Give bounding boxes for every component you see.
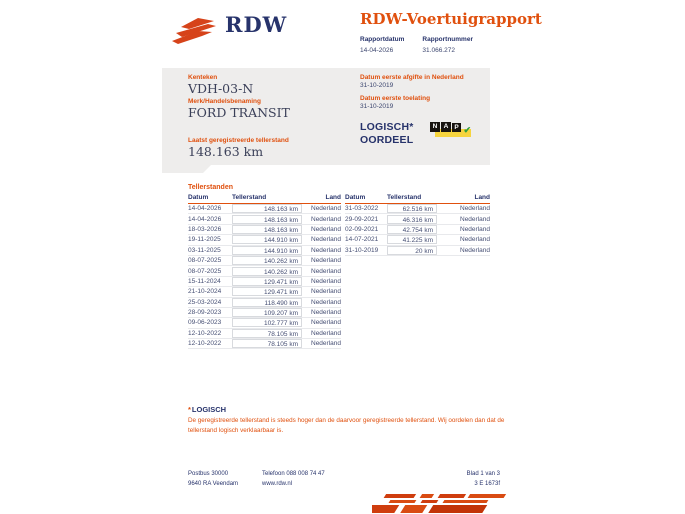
rapportdatum-block (360, 36, 404, 54)
row-datum: 18-03-2026 (188, 225, 222, 233)
oordeel-line2: OORDEEL (360, 134, 414, 146)
afgifte-label: Datum eerste afgifte in Nederland (360, 74, 464, 81)
nap-letter-p: P (452, 123, 461, 132)
header-land: Land (474, 194, 490, 201)
table-row (188, 287, 341, 297)
row-tellerstand: 41.225 km (387, 235, 437, 244)
row-tellerstand: 20 km (387, 246, 437, 255)
table-row (345, 214, 490, 224)
footnote-title (188, 405, 226, 414)
afgifte-value: 31-10-2019 (360, 82, 394, 89)
nap-letter-n: N (430, 122, 440, 132)
row-tellerstand: 109.207 km (232, 308, 302, 317)
footer-address-line2: 9640 RA Veendam (188, 481, 239, 487)
row-land: Nederland (311, 288, 341, 296)
row-land: Nederland (311, 236, 341, 244)
row-tellerstand: 78.105 km (232, 329, 302, 338)
footer-address-line1: Postbus 30000 (188, 471, 229, 477)
row-tellerstand: 140.262 km (232, 267, 302, 276)
row-tellerstand: 118.490 km (232, 298, 302, 307)
header-tellerstand: Tellerstand (232, 194, 267, 201)
header-datum: Datum (345, 194, 366, 201)
footer-phone: Telefoon 088 008 74 47 (262, 471, 325, 477)
row-land: Nederland (460, 225, 490, 233)
footer-address (188, 469, 238, 489)
row-tellerstand: 148.163 km (232, 215, 302, 224)
row-land: Nederland (311, 309, 341, 317)
laatste-tellerstand-label: Laatst geregistreerde tellerstand (188, 137, 289, 144)
rapportdatum-label: Rapportdatum (360, 36, 405, 43)
row-tellerstand: 144.910 km (232, 235, 302, 244)
row-tellerstand: 78.105 km (232, 339, 302, 348)
row-land: Nederland (311, 340, 341, 348)
row-land: Nederland (311, 267, 341, 275)
row-tellerstand: 148.163 km (232, 225, 302, 234)
table-row (188, 329, 341, 339)
laatste-tellerstand-value: 148.163 km (188, 144, 264, 159)
header-land: Land (325, 194, 341, 201)
row-tellerstand: 129.471 km (232, 277, 302, 286)
row-datum: 31-03-2022 (345, 205, 379, 213)
toelating-value: 31-10-2019 (360, 103, 394, 110)
row-land: Nederland (460, 215, 490, 223)
row-datum: 02-09-2021 (345, 225, 379, 233)
row-datum: 12-10-2022 (188, 329, 222, 337)
kenteken-label: Kenteken (188, 74, 218, 81)
row-datum: 31-10-2019 (345, 246, 379, 254)
rapportnummer-label: Rapportnummer (422, 36, 473, 43)
table-row (188, 277, 341, 287)
table-row (188, 204, 341, 214)
row-datum: 21-10-2024 (188, 288, 222, 296)
footnote-line2: tellerstand logisch verklaarbaar is. (188, 427, 284, 434)
table-row (345, 246, 490, 256)
table-header-row (345, 194, 490, 204)
footer-page-indicator: Blad 1 van 3 (466, 471, 500, 477)
table-row (188, 235, 341, 245)
row-tellerstand: 148.163 km (232, 204, 302, 213)
row-datum: 29-09-2021 (345, 215, 379, 223)
row-land: Nederland (311, 319, 341, 327)
footer-website: www.rdw.nl (262, 481, 293, 487)
table-row (188, 246, 341, 256)
row-land: Nederland (311, 215, 341, 223)
row-tellerstand: 144.910 km (232, 246, 302, 255)
footer-page-info (467, 469, 500, 489)
merk-value: FORD TRANSIT (188, 105, 290, 120)
table-row (188, 266, 341, 276)
row-datum: 15-11-2024 (188, 277, 221, 285)
footnote-title-text: LOGISCH (191, 405, 227, 414)
nap-checkmark-icon: ✔ (463, 125, 471, 135)
footnote-text (188, 416, 504, 436)
row-datum: 25-03-2024 (188, 298, 222, 306)
row-datum: 19-11-2025 (188, 236, 221, 244)
row-land: Nederland (460, 236, 490, 244)
row-land: Nederland (460, 205, 490, 213)
table-row (188, 308, 341, 318)
table-header-row (188, 194, 341, 204)
footer-contact (262, 469, 325, 489)
nap-letter-a: A (441, 122, 451, 132)
row-land: Nederland (311, 205, 341, 213)
row-tellerstand: 42.754 km (387, 225, 437, 234)
toelating-label: Datum eerste toelating (360, 95, 431, 102)
table-row (188, 256, 341, 266)
oordeel-line1: LOGISCH* (360, 121, 414, 133)
nap-logo (430, 121, 472, 139)
row-datum: 14-04-2026 (188, 205, 222, 213)
rdw-stripes-graphic (372, 491, 512, 514)
table-body (345, 204, 490, 256)
table-row (188, 298, 341, 308)
row-datum: 08-07-2025 (188, 257, 222, 265)
table-row (345, 204, 490, 214)
row-land: Nederland (311, 277, 341, 285)
footnote-asterisk: * (188, 405, 191, 414)
rapportnummer-block (422, 36, 473, 54)
table-body (188, 204, 341, 349)
table-row (188, 225, 341, 235)
row-land: Nederland (311, 225, 341, 233)
rdw-logo-eagle-icon (168, 16, 220, 46)
rdw-logo-text: RDW (225, 12, 288, 37)
document-title: RDW-Voertuigrapport (360, 10, 542, 28)
header-datum: Datum (188, 194, 209, 201)
row-land: Nederland (311, 329, 341, 337)
row-datum: 03-11-2025 (188, 246, 221, 254)
row-tellerstand: 46.316 km (387, 215, 437, 224)
row-land: Nederland (460, 246, 490, 254)
rapportdatum-value: 14-04-2026 (360, 47, 394, 54)
vehicle-summary-panel-tail (162, 164, 212, 173)
report-meta (360, 36, 473, 54)
table-row (188, 339, 341, 349)
row-tellerstand: 129.471 km (232, 287, 302, 296)
row-datum: 12-10-2022 (188, 340, 222, 348)
row-land: Nederland (311, 298, 341, 306)
footnote-line1: De geregistreerde tellerstand is steeds hoger dan de daarvoor geregistreerde tellerstand. Wij oordelen dan dat de (188, 417, 505, 424)
row-datum: 14-04-2026 (188, 215, 222, 223)
row-datum: 14-07-2021 (345, 236, 379, 244)
merk-label: Merk/Handelsbenaming (188, 98, 261, 105)
row-tellerstand: 102.777 km (232, 318, 302, 327)
tellerstanden-table-left (188, 194, 341, 349)
oordeel-text (360, 121, 414, 147)
header-tellerstand: Tellerstand (387, 194, 422, 201)
kenteken-value: VDH-03-N (188, 81, 254, 96)
rapportnummer-value: 31.066.272 (422, 47, 455, 54)
table-row (188, 318, 341, 328)
row-datum: 28-09-2023 (188, 309, 222, 317)
table-row (345, 235, 490, 245)
row-datum: 08-07-2025 (188, 267, 222, 275)
row-land: Nederland (311, 246, 341, 254)
table-row (345, 225, 490, 235)
footer-form-code: 3 E 1673f (474, 481, 500, 487)
table-row (188, 214, 341, 224)
row-land: Nederland (311, 257, 341, 265)
row-tellerstand: 140.262 km (232, 256, 302, 265)
tellerstanden-table-right (345, 194, 490, 256)
row-tellerstand: 62.516 km (387, 204, 437, 213)
row-datum: 09-06-2023 (188, 319, 222, 327)
tellerstanden-section-title: Tellerstanden (188, 184, 233, 191)
